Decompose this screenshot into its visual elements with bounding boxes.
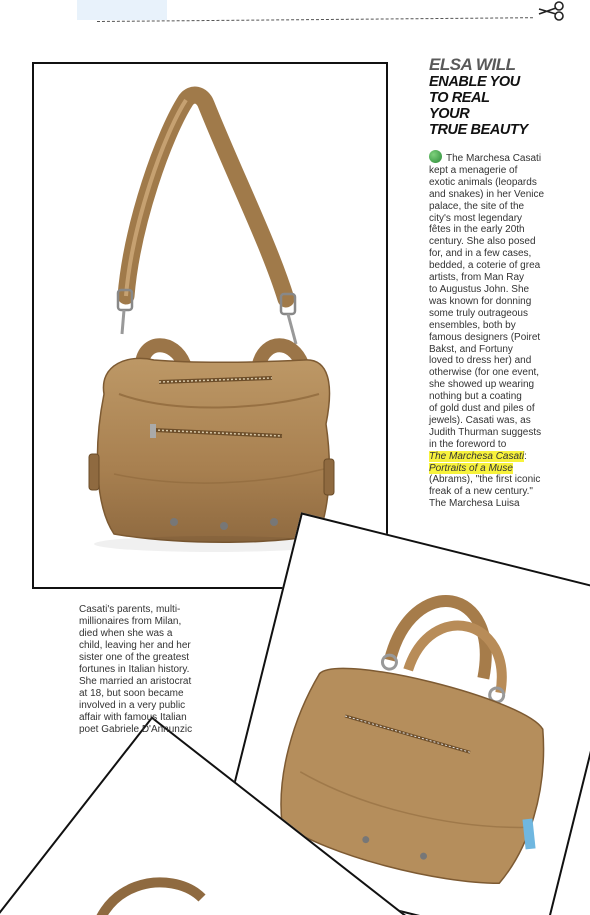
article-line: nothing but a coating xyxy=(429,391,522,403)
headline-line: ENABLE YOU xyxy=(429,74,520,90)
article-line: jewels). Casati was, as xyxy=(429,414,531,426)
article-line: affair with famous Italian xyxy=(79,712,187,723)
article-line: exotic animals (leopards xyxy=(429,176,537,188)
main-handbag-photo xyxy=(32,62,388,589)
headline xyxy=(429,56,590,138)
article-line: sister one of the greatest xyxy=(79,652,190,663)
article-line: Casati's parents, multi- xyxy=(79,604,181,615)
book-title-highlight: The Marchesa Casati xyxy=(429,450,525,462)
article-line: died when she was a xyxy=(79,628,173,639)
article-line: Bakst, and Fortuny xyxy=(429,343,513,355)
article-line: she showed up wearing xyxy=(429,379,535,391)
article-line: millionaires from Milan, xyxy=(79,616,182,627)
article-line: (Abrams), "the first iconic xyxy=(429,474,541,486)
top-tab xyxy=(77,0,167,20)
article-line: century. She also posed xyxy=(429,236,536,248)
article-line: ensembles, both by xyxy=(429,319,516,331)
handbag-illustration xyxy=(34,64,386,587)
article-line: for, and in a few cases, xyxy=(429,248,532,260)
article-line: in the foreword to xyxy=(429,438,507,450)
article-line: Judith Thurman suggests xyxy=(429,426,542,438)
article-line: involved in a very public xyxy=(79,700,186,711)
article-line: palace, the site of the xyxy=(429,200,525,212)
article-line: poet Gabriele D'Annunzic xyxy=(79,724,193,735)
article-line: artists, from Man Ray xyxy=(429,272,525,284)
article-line: child, leaving her and her xyxy=(79,640,191,651)
article-line: loved to dress her) and xyxy=(429,355,532,367)
headline-line: YOUR xyxy=(429,106,470,122)
headline-line: TRUE BEAUTY xyxy=(429,122,528,138)
article-line: and snakes) in her Venice xyxy=(429,188,545,200)
article-line: freak of a new century." xyxy=(429,486,533,498)
article-left-column xyxy=(79,604,204,736)
article-line: The Marchesa Luisa xyxy=(429,498,520,510)
article-line: was known for donning xyxy=(429,295,532,307)
headline-kicker: ELSA WILL xyxy=(429,55,516,74)
article-line: bedded, a coterie of grea xyxy=(429,260,541,272)
article-line: The Marchesa Casati xyxy=(446,153,542,164)
article-line: of gold dust and piles of xyxy=(429,403,535,415)
scissors-icon xyxy=(537,0,567,22)
article-line: famous designers (Poiret xyxy=(429,331,541,343)
article-line: to Augustus John. She xyxy=(429,283,530,295)
article-line: fortunes in Italian history. xyxy=(79,664,190,675)
bullet-icon xyxy=(429,150,442,163)
article-line: at 18, but soon became xyxy=(79,688,184,699)
article-line: otherwise (for one event, xyxy=(429,367,540,379)
article-line: kept a menagerie of xyxy=(429,164,518,176)
headline-line: TO REAL xyxy=(429,90,490,106)
article-right-column xyxy=(429,150,553,510)
book-subtitle-highlight: Portraits of a Muse xyxy=(429,462,513,474)
article-line: some truly outrageous xyxy=(429,307,528,319)
article-line: She married an aristocrat xyxy=(79,676,192,687)
article-line: fêtes in the early 20th xyxy=(429,224,525,236)
article-colon: : xyxy=(524,450,527,462)
article-line: city's most legendary xyxy=(429,212,523,224)
